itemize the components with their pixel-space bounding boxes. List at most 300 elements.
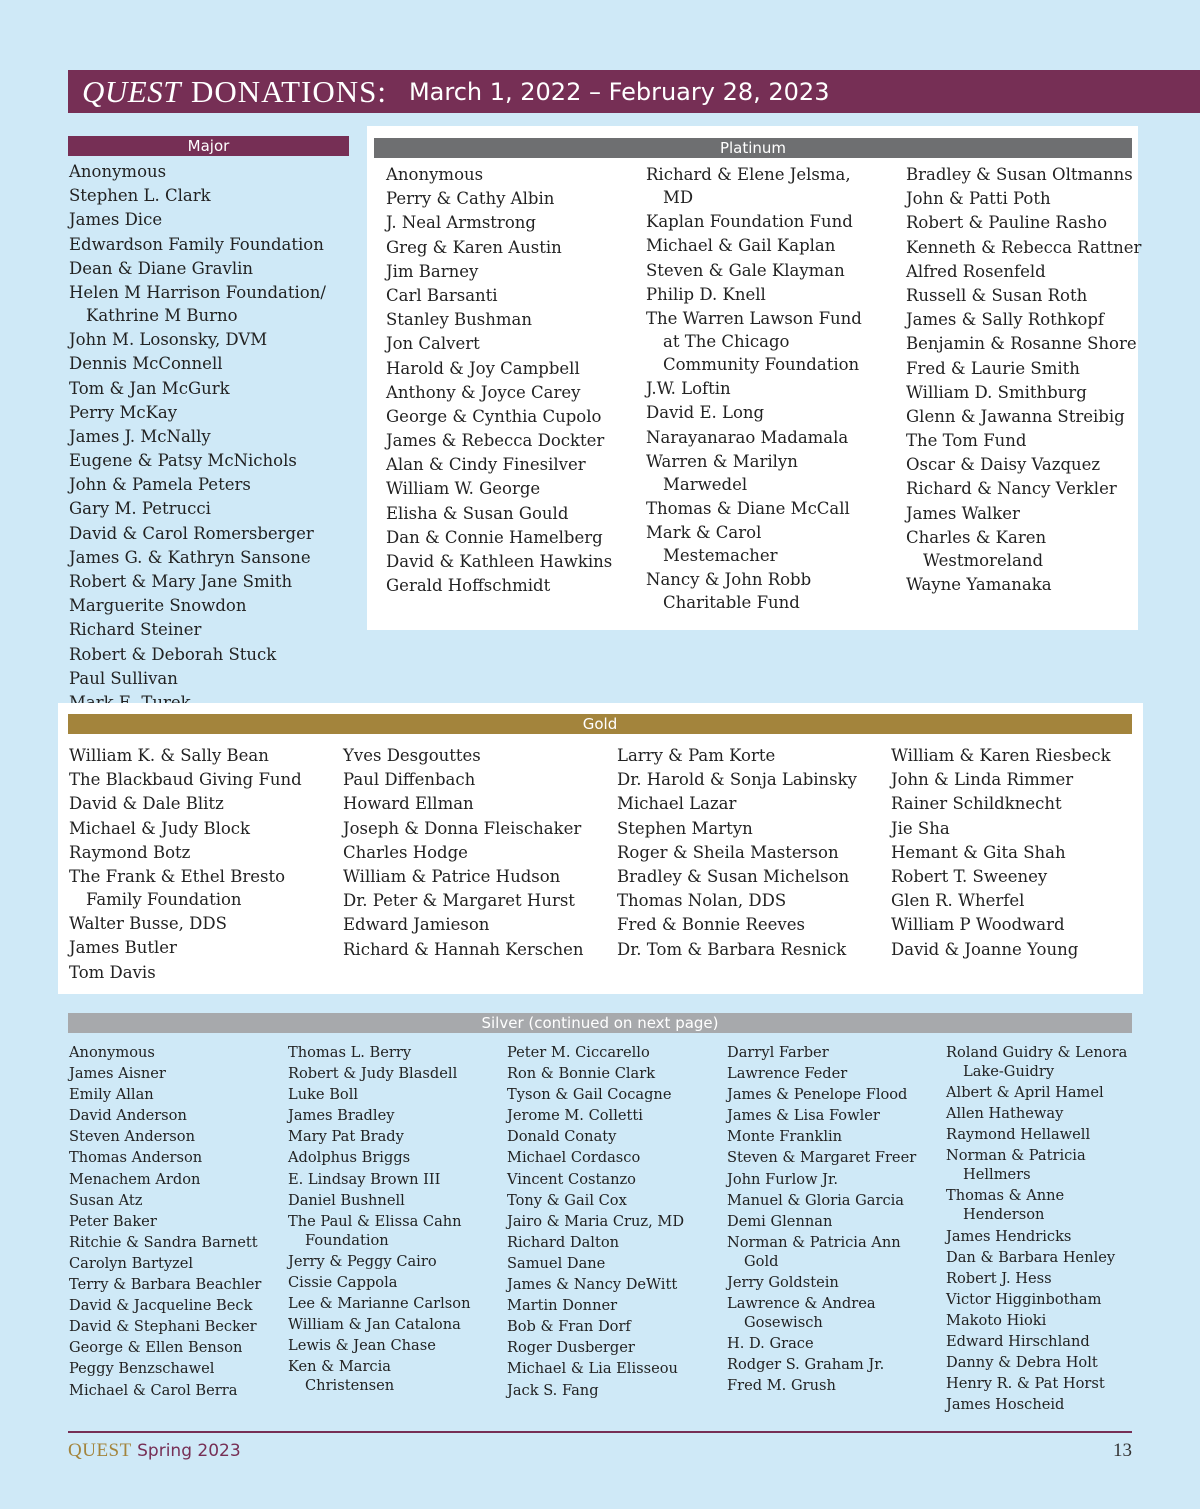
donor-name-line: Perry McKay bbox=[69, 402, 178, 422]
donor-name bbox=[288, 1357, 470, 1395]
donor-name-line: Paul Diffenbach bbox=[343, 770, 476, 790]
donor-name-line: at The Chicago bbox=[663, 331, 790, 351]
donor-name-line: Jerome M. Colletti bbox=[507, 1107, 643, 1125]
donor-name-line: Edwardson Family Foundation bbox=[69, 234, 324, 254]
donor-name bbox=[386, 308, 612, 331]
donor-name bbox=[69, 1233, 261, 1252]
donor-name bbox=[343, 889, 583, 912]
donor-name bbox=[386, 453, 612, 476]
donor-name bbox=[386, 381, 612, 404]
donor-name bbox=[507, 1064, 684, 1083]
donor-name bbox=[69, 1338, 261, 1357]
donor-name bbox=[727, 1233, 916, 1271]
donor-name bbox=[891, 744, 1111, 767]
donor-name bbox=[646, 283, 862, 306]
donor-name-line: Kenneth & Rebecca Rattner bbox=[906, 237, 1142, 257]
donor-name bbox=[906, 526, 1141, 572]
donor-name-line: Gosewisch bbox=[744, 1314, 823, 1332]
donor-name bbox=[727, 1170, 916, 1189]
donor-name-line: Jerry & Peggy Cairo bbox=[288, 1252, 437, 1270]
donor-name bbox=[646, 259, 862, 282]
donor-name bbox=[906, 381, 1141, 404]
donor-name-line: Peggy Benzschawel bbox=[69, 1360, 215, 1378]
donor-name-line: William W. George bbox=[386, 479, 541, 499]
donor-name bbox=[906, 357, 1141, 380]
donor-name bbox=[69, 618, 326, 641]
donor-name-line: Roger Dusberger bbox=[507, 1339, 635, 1357]
donor-name-line: Elisha & Susan Gould bbox=[386, 503, 569, 523]
donor-name-line: Cissie Cappola bbox=[288, 1273, 398, 1291]
donor-name bbox=[507, 1296, 684, 1315]
donor-name bbox=[343, 841, 583, 864]
donor-name bbox=[69, 257, 326, 280]
gold-label: Gold bbox=[582, 715, 618, 733]
donor-name bbox=[386, 429, 612, 452]
donor-name-line: Steven & Gale Klayman bbox=[646, 260, 845, 280]
donor-name bbox=[288, 1085, 470, 1104]
donor-name-line: Raymond Botz bbox=[69, 842, 191, 862]
donor-name bbox=[617, 792, 857, 815]
donor-name-line: James Bradley bbox=[288, 1107, 395, 1125]
donor-name bbox=[69, 377, 326, 400]
donor-name-line: Bob & Fran Dorf bbox=[507, 1318, 631, 1336]
donor-name bbox=[891, 792, 1111, 815]
donor-name bbox=[69, 841, 302, 864]
donor-name-line: Tom Davis bbox=[69, 962, 156, 982]
donor-name-line: Eugene & Patsy McNichols bbox=[69, 451, 297, 471]
donor-name-line: Dr. Tom & Barbara Resnick bbox=[617, 939, 847, 959]
donor-name bbox=[288, 1148, 470, 1167]
donor-name-line: Helen M Harrison Foundation/ bbox=[69, 282, 326, 302]
donor-name-line: Lawrence & Andrea bbox=[727, 1295, 876, 1313]
donor-name-line: Darryl Farber bbox=[727, 1044, 829, 1061]
donor-name-line: William & Jan Catalona bbox=[288, 1316, 461, 1334]
donor-name-line: Gold bbox=[744, 1252, 779, 1270]
donor-name bbox=[343, 865, 583, 888]
donor-name-line: James Butler bbox=[69, 938, 177, 958]
donor-name-line: Warren & Marilyn bbox=[646, 451, 798, 471]
donor-name-line: Emily Allan bbox=[69, 1086, 154, 1104]
donor-name bbox=[386, 550, 612, 573]
donor-name bbox=[906, 211, 1141, 234]
donor-name-line: Joseph & Donna Fleischaker bbox=[343, 818, 582, 838]
donor-name-line: Luke Boll bbox=[288, 1086, 359, 1104]
donor-name bbox=[507, 1191, 684, 1210]
donor-name-line: Greg & Karen Austin bbox=[386, 237, 562, 257]
donor-name-line: The Warren Lawson Fund bbox=[646, 308, 862, 328]
donor-name-line: Lewis & Jean Chase bbox=[288, 1337, 436, 1355]
donor-name-line: Susan Atz bbox=[69, 1191, 143, 1209]
donor-name bbox=[507, 1106, 684, 1125]
donor-name bbox=[507, 1359, 684, 1378]
donor-name bbox=[69, 1381, 261, 1400]
donor-name-line: Foundation bbox=[305, 1231, 389, 1249]
donor-name bbox=[69, 160, 326, 183]
donor-name-line: Anonymous bbox=[69, 162, 167, 181]
donor-name-line: John Furlow Jr. bbox=[727, 1170, 839, 1188]
donor-name bbox=[69, 546, 326, 569]
title-banner bbox=[68, 70, 1200, 113]
donor-name bbox=[727, 1085, 916, 1104]
donor-name-line: James J. McNally bbox=[69, 426, 211, 446]
silver-column-3 bbox=[507, 1043, 684, 1402]
donor-name bbox=[69, 1254, 261, 1273]
donor-name-line: Robert & Pauline Rasho bbox=[906, 213, 1108, 233]
donor-name bbox=[69, 817, 302, 840]
donor-name bbox=[891, 913, 1111, 936]
donor-name-line: Tom & Jan McGurk bbox=[69, 378, 230, 398]
donor-name bbox=[69, 1148, 261, 1167]
donor-name bbox=[946, 1353, 1127, 1372]
donor-name bbox=[906, 453, 1141, 476]
platinum-column-2 bbox=[646, 163, 862, 615]
silver-header bbox=[68, 1013, 1132, 1033]
donor-name bbox=[288, 1212, 470, 1250]
donor-name bbox=[646, 234, 862, 257]
donor-name bbox=[288, 1106, 470, 1125]
donor-name-line: James Aisner bbox=[69, 1065, 166, 1083]
donor-name bbox=[727, 1212, 916, 1231]
donor-name bbox=[69, 401, 326, 424]
donor-name-line: Bradley & Susan Oltmanns bbox=[906, 165, 1133, 184]
silver-column-1 bbox=[69, 1043, 261, 1402]
donor-name-line: Gerald Hoffschmidt bbox=[386, 576, 551, 596]
donor-name-line: Carolyn Bartyzel bbox=[69, 1254, 194, 1272]
donor-name bbox=[906, 163, 1141, 186]
donor-name-line: William K. & Sally Bean bbox=[69, 746, 269, 765]
footer-brand-name: QUEST bbox=[68, 1440, 132, 1461]
donor-name bbox=[288, 1064, 470, 1083]
donor-name-line: Yves Desgouttes bbox=[343, 746, 481, 765]
donor-name-line: James & Sally Rothkopf bbox=[906, 310, 1104, 330]
donor-name bbox=[646, 568, 862, 614]
donor-name-line: James & Rebecca Dockter bbox=[386, 431, 605, 451]
donor-name bbox=[727, 1127, 916, 1146]
donor-name bbox=[507, 1127, 684, 1146]
donor-name bbox=[69, 1085, 261, 1104]
donor-name bbox=[69, 281, 326, 327]
donor-name bbox=[617, 768, 857, 791]
brand-title: QUEST bbox=[82, 73, 181, 109]
donor-name-line: James & Penelope Flood bbox=[727, 1086, 908, 1104]
donor-name bbox=[646, 401, 862, 424]
donor-name bbox=[946, 1311, 1127, 1330]
donor-name bbox=[69, 1212, 261, 1231]
donor-name-line: David & Stephani Becker bbox=[69, 1318, 257, 1336]
donor-name-line: Charles Hodge bbox=[343, 842, 468, 862]
major-column bbox=[69, 160, 326, 715]
donor-name-line: Roger & Sheila Masterson bbox=[617, 842, 839, 862]
donor-name bbox=[69, 425, 326, 448]
donor-name bbox=[646, 163, 862, 209]
donor-name bbox=[906, 573, 1141, 596]
donor-name bbox=[69, 961, 302, 984]
donor-name-line: H. D. Grace bbox=[727, 1335, 814, 1353]
donor-name-line: James Walker bbox=[906, 503, 1020, 523]
donor-name-line: Robert T. Sweeney bbox=[891, 866, 1048, 886]
donor-name bbox=[906, 332, 1141, 355]
donor-name-line: Thomas & Anne bbox=[946, 1187, 1065, 1205]
gold-header bbox=[68, 714, 1132, 734]
donor-name-line: Edward Hirschland bbox=[946, 1333, 1090, 1351]
donor-name bbox=[906, 308, 1141, 331]
donor-name-line: Fred & Laurie Smith bbox=[906, 358, 1080, 378]
donor-name-line: The Paul & Elissa Cahn bbox=[288, 1212, 462, 1230]
donor-name bbox=[288, 1315, 470, 1334]
donor-name bbox=[69, 184, 326, 207]
donor-name bbox=[288, 1043, 470, 1062]
gold-column-3 bbox=[617, 744, 857, 962]
donor-name-line: Dennis McConnell bbox=[69, 354, 223, 374]
donor-name bbox=[386, 502, 612, 525]
donor-name bbox=[906, 260, 1141, 283]
donor-name-line: Manuel & Gloria Garcia bbox=[727, 1191, 904, 1209]
donor-name-line: Jerry Goldstein bbox=[727, 1273, 839, 1291]
donor-name-line: Michael & Carol Berra bbox=[69, 1381, 238, 1399]
donor-name-line: Martin Donner bbox=[507, 1297, 618, 1315]
donor-name bbox=[646, 450, 862, 496]
donor-name bbox=[288, 1127, 470, 1146]
donor-name-line: Michael & Lia Elisseou bbox=[507, 1360, 678, 1378]
donor-name bbox=[646, 307, 862, 376]
donor-name bbox=[69, 643, 326, 666]
page-number: 13 bbox=[1113, 1440, 1132, 1461]
donor-name bbox=[906, 284, 1141, 307]
donor-name-line: Adolphus Briggs bbox=[288, 1149, 411, 1167]
donor-name-line: Howard Ellman bbox=[343, 794, 474, 814]
donor-name-line: Monte Franklin bbox=[727, 1128, 843, 1146]
donor-name-line: Richard & Nancy Verkler bbox=[906, 479, 1117, 499]
donor-name bbox=[727, 1355, 916, 1374]
donor-name-line: Dr. Peter & Margaret Hurst bbox=[343, 891, 575, 911]
donor-name bbox=[646, 377, 862, 400]
donor-name bbox=[727, 1294, 916, 1332]
donor-name-line: David & Jacqueline Beck bbox=[69, 1297, 253, 1315]
donor-name bbox=[69, 497, 326, 520]
donor-name bbox=[507, 1233, 684, 1252]
donor-name-line: William D. Smithburg bbox=[906, 382, 1087, 402]
donor-name-line: J. Neal Armstrong bbox=[386, 213, 536, 233]
donor-name bbox=[69, 792, 302, 815]
donor-name bbox=[507, 1212, 684, 1231]
donor-name-line: Westmoreland bbox=[923, 550, 1044, 570]
donor-name bbox=[386, 477, 612, 500]
donor-name-line: Walter Busse, DDS bbox=[69, 914, 227, 934]
donor-name-line: Larry & Pam Korte bbox=[617, 746, 776, 765]
donor-name-line: John & Pamela Peters bbox=[69, 475, 251, 495]
donor-name bbox=[69, 1191, 261, 1210]
donor-name bbox=[906, 187, 1141, 210]
donor-name-line: Richard Dalton bbox=[507, 1233, 620, 1251]
donor-name bbox=[507, 1381, 684, 1400]
donor-name-line: Fred M. Grush bbox=[727, 1377, 836, 1395]
donor-name bbox=[69, 912, 302, 935]
donor-name-line: Tony & Gail Cox bbox=[507, 1191, 627, 1209]
donor-name-line: Hemant & Gita Shah bbox=[891, 842, 1066, 862]
platinum-column-3 bbox=[906, 163, 1141, 597]
donor-name-line: Norman & Patricia Ann bbox=[727, 1233, 901, 1251]
donor-name-line: James & Lisa Fowler bbox=[727, 1107, 880, 1125]
donor-name bbox=[617, 938, 857, 961]
donor-name-line: Thomas Nolan, DDS bbox=[617, 891, 787, 911]
donor-name-line: Rainer Schildknecht bbox=[891, 794, 1062, 814]
donor-name-line: Glen R. Wherfel bbox=[891, 891, 1025, 911]
donor-name-line: Henderson bbox=[963, 1206, 1045, 1224]
donor-name-line: E. Lindsay Brown III bbox=[288, 1170, 441, 1188]
gold-column-2 bbox=[343, 744, 583, 962]
donor-name bbox=[727, 1273, 916, 1292]
donor-name-line: The Frank & Ethel Bresto bbox=[69, 866, 286, 886]
donor-name bbox=[288, 1294, 470, 1313]
donor-name-line: Glenn & Jawanna Streibig bbox=[906, 406, 1125, 426]
donor-name-line: Christensen bbox=[305, 1377, 395, 1395]
donor-name-line: Anonymous bbox=[386, 165, 484, 184]
donor-name-line: Wayne Yamanaka bbox=[906, 575, 1052, 594]
donor-name-line: Family Foundation bbox=[86, 889, 242, 909]
platinum-column-1 bbox=[386, 163, 612, 598]
donor-name-line: Victor Higginbotham bbox=[946, 1290, 1102, 1308]
donor-name bbox=[69, 570, 326, 593]
platinum-label: Platinum bbox=[719, 139, 787, 157]
donor-name bbox=[69, 449, 326, 472]
donor-name-line: Dan & Barbara Henley bbox=[946, 1248, 1116, 1266]
donor-name bbox=[343, 744, 583, 767]
donor-name-line: Jie Sha bbox=[891, 818, 950, 838]
donor-name bbox=[946, 1186, 1127, 1224]
donor-name-line: Kaplan Foundation Fund bbox=[646, 212, 853, 232]
donor-name-line: Roland Guidry & Lenora bbox=[946, 1044, 1128, 1061]
donor-name-line: Robert & Judy Blasdell bbox=[288, 1065, 458, 1083]
donor-name-line: Robert & Deborah Stuck bbox=[69, 644, 277, 664]
donor-name bbox=[946, 1227, 1127, 1246]
donor-name-line: Thomas Anderson bbox=[69, 1149, 203, 1167]
donor-name bbox=[343, 817, 583, 840]
donor-name-line: James Hoscheid bbox=[946, 1396, 1065, 1414]
donor-name-line: Rodger S. Graham Jr. bbox=[727, 1356, 885, 1374]
donor-name bbox=[69, 208, 326, 231]
donor-name-line: The Blackbaud Giving Fund bbox=[69, 770, 302, 790]
donor-name-line: Steven Anderson bbox=[69, 1128, 195, 1146]
donor-name bbox=[69, 233, 326, 256]
donor-name bbox=[946, 1269, 1127, 1288]
donor-name bbox=[69, 667, 326, 690]
donor-name-line: Demi Glennan bbox=[727, 1212, 833, 1230]
donor-name bbox=[727, 1064, 916, 1083]
donor-name-line: Richard & Elene Jelsma, bbox=[646, 165, 851, 184]
silver-column-5 bbox=[946, 1043, 1127, 1416]
donor-name-line: Peter Baker bbox=[69, 1212, 157, 1230]
donor-name-line: Thomas L. Berry bbox=[288, 1044, 412, 1061]
donor-name bbox=[69, 936, 302, 959]
donor-name bbox=[646, 426, 862, 449]
donor-name bbox=[69, 865, 302, 911]
donor-name-line: Marwedel bbox=[663, 474, 748, 494]
donor-name-line: Makoto Hioki bbox=[946, 1311, 1047, 1329]
donor-name bbox=[288, 1170, 470, 1189]
donor-name bbox=[386, 574, 612, 597]
donor-name bbox=[646, 521, 862, 567]
footer-season: Spring 2023 bbox=[137, 1441, 241, 1461]
footer-brand bbox=[68, 1440, 241, 1462]
donor-name-line: Alan & Cindy Finesilver bbox=[386, 455, 586, 475]
donor-name bbox=[69, 522, 326, 545]
major-label: Major bbox=[187, 137, 230, 155]
donor-name-line: David & Dale Blitz bbox=[69, 794, 224, 814]
donor-name-line: George & Cynthia Cupolo bbox=[386, 406, 602, 426]
donor-name-line: Alfred Rosenfeld bbox=[906, 261, 1046, 281]
donor-name bbox=[386, 526, 612, 549]
donor-name-line: William P Woodward bbox=[891, 915, 1065, 935]
donor-name bbox=[946, 1332, 1127, 1351]
donor-name-line: Steven & Margaret Freer bbox=[727, 1149, 917, 1167]
donor-name bbox=[343, 938, 583, 961]
donor-name bbox=[891, 768, 1111, 791]
donor-name bbox=[617, 865, 857, 888]
donor-name-line: Perry & Cathy Albin bbox=[386, 189, 555, 209]
donor-name-line: Robert J. Hess bbox=[946, 1269, 1052, 1287]
donor-name-line: James Dice bbox=[69, 210, 163, 230]
donor-name bbox=[727, 1106, 916, 1125]
donor-name-line: David & Joanne Young bbox=[891, 939, 1079, 959]
donor-name-line: Lee & Marianne Carlson bbox=[288, 1295, 471, 1313]
donor-name bbox=[288, 1273, 470, 1292]
donor-name bbox=[69, 768, 302, 791]
donor-name bbox=[727, 1043, 916, 1062]
donor-name bbox=[69, 1275, 261, 1294]
gold-column-4 bbox=[891, 744, 1111, 962]
donor-name bbox=[946, 1248, 1127, 1267]
donor-name bbox=[288, 1191, 470, 1210]
donor-name-line: James Hendricks bbox=[946, 1227, 1072, 1245]
donor-name-line: Peter M. Ciccarello bbox=[507, 1044, 650, 1061]
donor-name-line: Russell & Susan Roth bbox=[906, 285, 1088, 305]
donor-name-line: Vincent Costanzo bbox=[507, 1170, 636, 1188]
donor-name bbox=[386, 284, 612, 307]
donor-name-line: Dan & Connie Hamelberg bbox=[386, 527, 603, 547]
donor-name-line: The Tom Fund bbox=[906, 431, 1027, 451]
donor-name bbox=[617, 889, 857, 912]
donor-name-line: Harold & Joy Campbell bbox=[386, 358, 580, 378]
donor-name bbox=[507, 1275, 684, 1294]
donor-name-line: Kathrine M Burno bbox=[86, 305, 238, 325]
donor-name bbox=[386, 163, 612, 186]
donor-name bbox=[891, 817, 1111, 840]
donor-name-line: Stanley Bushman bbox=[386, 310, 532, 330]
donor-name bbox=[946, 1374, 1127, 1393]
donor-name-line: Ron & Bonnie Clark bbox=[507, 1065, 656, 1083]
donor-name-line: Jon Calvert bbox=[386, 334, 480, 354]
donor-name-line: Danny & Debra Holt bbox=[946, 1354, 1098, 1372]
donor-name-line: Michael & Gail Kaplan bbox=[646, 236, 836, 256]
donor-name-line: Dean & Diane Gravlin bbox=[69, 258, 254, 278]
donor-name-line: Mark & Carol bbox=[646, 523, 762, 543]
donor-name bbox=[69, 1043, 261, 1062]
donor-name-line: Richard Steiner bbox=[69, 620, 202, 640]
donor-name-line: Paul Sullivan bbox=[69, 668, 178, 688]
donor-name bbox=[617, 817, 857, 840]
donor-name bbox=[617, 913, 857, 936]
donor-name-line: Robert & Mary Jane Smith bbox=[69, 572, 293, 591]
donor-name bbox=[386, 211, 612, 234]
donor-name-line: Community Foundation bbox=[663, 354, 860, 374]
donor-name bbox=[946, 1083, 1127, 1102]
donor-name bbox=[891, 865, 1111, 888]
donor-name-line: Thomas & Diane McCall bbox=[646, 498, 850, 518]
donor-name bbox=[69, 1317, 261, 1336]
donor-name bbox=[507, 1338, 684, 1357]
donor-name bbox=[727, 1148, 916, 1167]
donor-name bbox=[343, 768, 583, 791]
